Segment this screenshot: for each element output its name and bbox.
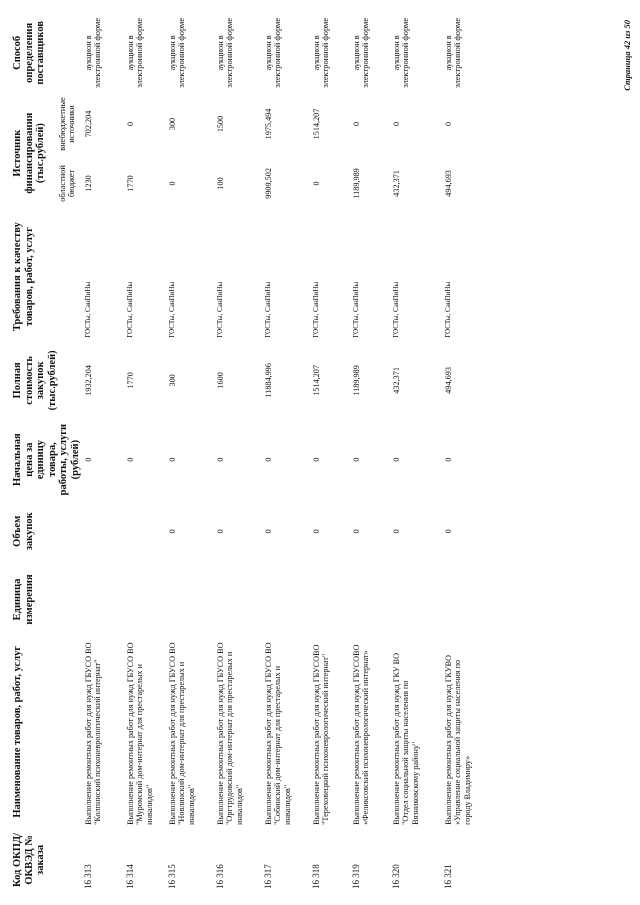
cell-method: аукцион в электронной форме: [84, 17, 103, 88]
cell-name: Выполнение ремонтных работ для нужд ГБУСО ВО "Колпинский психоневрологический интернат": [84, 642, 103, 825]
cell-unit: [443, 563, 495, 635]
table-row: [167, 12, 215, 892]
cell-extra: 0: [444, 121, 453, 127]
cell-extra: 0: [126, 121, 135, 127]
cell-unit-price: 0: [352, 457, 361, 462]
table-row: [351, 12, 391, 892]
table-row: [391, 12, 443, 892]
cell-regional: 0: [312, 181, 321, 186]
cell-regional: 1770: [126, 175, 135, 192]
procurement-table: [10, 12, 495, 892]
cell-volume: 0: [444, 529, 453, 534]
header-total: Полная стоимость закупок (тыс.рублей): [12, 350, 58, 411]
cell-extra: 1975,494: [264, 108, 273, 140]
cell-unit-price: 0: [216, 457, 225, 462]
cell-code: 16 320: [391, 864, 401, 889]
cell-unit-price: 0: [264, 457, 273, 462]
cell-requirements: ГОСТы, СанПиНы: [444, 281, 452, 338]
header-unit-price: Начальная цена за единицу товара, работы, услуги (рублей): [12, 423, 81, 496]
cell-unit: [391, 563, 443, 635]
cell-code: 16 317: [263, 864, 273, 889]
cell-extra: 0: [392, 121, 401, 127]
cell-code: 16 315: [167, 864, 177, 889]
cell-name: Выполнение ремонтных работ для нужд ГБУСО ВО "Новлинский дом-интернат для престарелых и инвалидов": [168, 642, 196, 825]
cell-volume: 0: [264, 529, 273, 534]
cell-unit: [351, 563, 391, 635]
cell-method: аукцион в электронной форме: [168, 17, 187, 88]
header-source-regional: областной бюджет: [57, 165, 77, 202]
cell-regional: 0: [168, 181, 177, 186]
cell-total: 11884,996: [264, 363, 273, 398]
cell-unit: [263, 563, 311, 635]
cell-unit-price: 0: [444, 457, 453, 462]
cell-requirements: ГОСТы, СанПиНы: [312, 281, 320, 338]
cell-total: 1600: [216, 372, 225, 389]
cell-extra: 702,204: [84, 110, 93, 138]
cell-unit: [167, 563, 215, 635]
cell-unit: [311, 563, 351, 635]
table-row: [83, 12, 125, 892]
cell-requirements: ГОСТы, СанПиНы: [264, 281, 272, 338]
cell-extra: 1514,207: [312, 108, 321, 140]
cell-name: Выполнение ремонтных работ для нужд ГКУВО «Управление социальной защиты населения по городу Владимиру»: [444, 655, 472, 825]
cell-regional: 100: [216, 177, 225, 190]
header-method: Способ определения поставщиков: [12, 21, 46, 85]
cell-code: 16 316: [215, 864, 225, 889]
cell-unit: [215, 563, 263, 635]
header-source-extra: внебюджетные источники: [57, 97, 77, 151]
cell-name: Выполнение ремонтных работ для нужд ГБУСОВО "Тереховецкий психоневрологический интернат": [312, 644, 331, 825]
header-source: Источник финансирования (тыс.рублей): [12, 112, 46, 194]
cell-requirements: ГОСТы, СанПиНы: [84, 281, 92, 338]
cell-requirements: ГОСТы, СанПиНы: [216, 281, 224, 338]
rotated-table-container: [10, 12, 630, 892]
cell-total: 494,693: [444, 367, 453, 394]
cell-name: Выполнение ремонтных работ для нужд ГКУ ВО "Отдел социальной защиты населения по Вязниковскому району": [392, 652, 420, 825]
cell-method: аукцион в электронной форме: [216, 17, 235, 88]
cell-total: 1932,204: [84, 365, 93, 396]
cell-requirements: ГОСТы, СанПиНы: [168, 281, 176, 338]
cell-requirements: ГОСТы, СанПиНы: [126, 281, 134, 338]
cell-volume: 0: [392, 529, 401, 534]
cell-total: 1189,989: [352, 365, 361, 396]
table-row: [263, 12, 311, 892]
header-row: [10, 12, 56, 892]
header-volume: Объем закупок: [12, 512, 35, 551]
cell-volume: [125, 499, 167, 563]
cell-extra: 1500: [216, 115, 225, 133]
header-name: Наименование товаров, работ, услуг: [12, 645, 23, 818]
cell-regional: 432,371: [392, 170, 401, 197]
cell-name: Выполнение ремонтных работ для нужд ГБУСО ВО "Муромский дом-интернат для престарелых и инвалидов": [126, 642, 154, 825]
cell-requirements: ГОСТы, СанПиНы: [352, 281, 360, 338]
cell-regional: 9909,502: [264, 168, 273, 199]
cell-extra: 0: [352, 121, 361, 127]
cell-extra: 300: [168, 117, 177, 131]
cell-method: аукцион в электронной форме: [444, 17, 463, 88]
cell-volume: 0: [312, 529, 321, 534]
cell-method: аукцион в электронной форме: [352, 17, 371, 88]
cell-total: 432,371: [392, 367, 401, 394]
cell-volume: 0: [352, 529, 361, 534]
cell-unit: [125, 563, 167, 635]
cell-method: аукцион в электронной форме: [264, 17, 283, 88]
cell-code: 16 319: [351, 864, 361, 889]
cell-method: аукцион в электронной форме: [126, 17, 145, 88]
cell-code: 16 321: [443, 864, 453, 889]
header-unit: Единица измерения: [12, 574, 35, 625]
cell-code: 16 314: [125, 864, 135, 889]
cell-total: 300: [168, 374, 177, 387]
cell-regional: 1230: [84, 175, 93, 192]
cell-method: аукцион в электронной форме: [312, 17, 331, 88]
cell-total: 1514,207: [312, 365, 321, 396]
page-number: Страница 42 из 50: [622, 20, 632, 91]
cell-method: аукцион в электронной форме: [392, 17, 411, 88]
cell-name: Выполнение ремонтных работ для нужд ГБУСОВО «Феликсовский психоневрологический интернат»: [352, 644, 371, 825]
cell-unit-price: 0: [126, 457, 135, 462]
table-row: [125, 12, 167, 892]
cell-name: Выполнение ремонтных работ для нужд ГБУСО ВО "Оргтрудовский дом-интернат для престарелых и инвалидов": [216, 642, 244, 825]
table-row: [311, 12, 351, 892]
cell-volume: 0: [168, 529, 177, 534]
table-row: [443, 12, 495, 892]
cell-unit-price: 0: [312, 457, 321, 462]
header-code: Код ОКПД/ ОКВЭД № заказа: [12, 832, 46, 887]
cell-regional: 494,693: [444, 170, 453, 197]
cell-unit: [83, 563, 125, 635]
cell-total: 1770: [126, 372, 135, 389]
cell-name: Выполнение ремонтных работ для нужд ГБУСО ВО "Собинский дом-интернат для престарелых и инвалидов": [264, 642, 292, 825]
cell-code: 16 313: [83, 864, 93, 889]
cell-volume: [83, 499, 125, 563]
cell-unit-price: 0: [392, 457, 401, 462]
cell-volume: 0: [216, 529, 225, 534]
header-requirements: Требования к качеству товаров, работ, услуг: [12, 222, 35, 332]
cell-code: 16 318: [311, 864, 321, 889]
cell-regional: 1189,989: [352, 168, 361, 199]
cell-unit-price: 0: [168, 457, 177, 462]
cell-unit-price: 0: [84, 457, 93, 462]
table-row: [215, 12, 263, 892]
cell-requirements: ГОСТы, СанПиНы: [392, 281, 400, 338]
